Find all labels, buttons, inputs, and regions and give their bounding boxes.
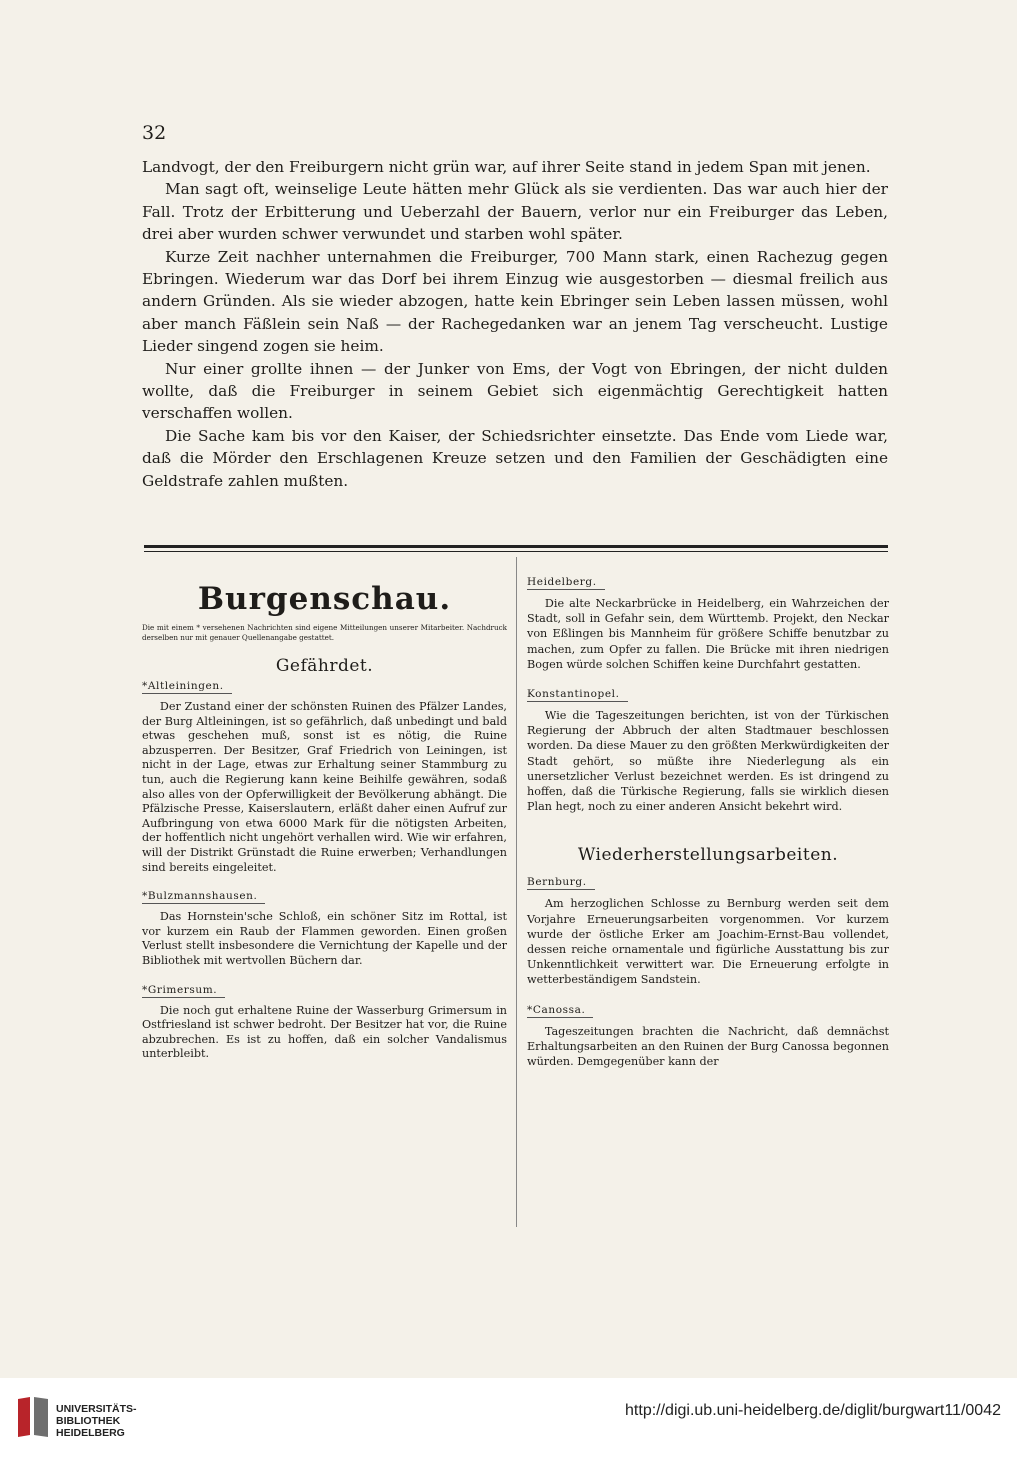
news-entry [527,574,889,672]
news-entry [142,889,507,968]
column-divider [516,557,517,1227]
place-heading: *Grimersum. [142,983,225,998]
intro-paragraph: Landvogt, der den Freiburgern nicht grün war, auf ihrer Seite stand in jedem Span mit jenen. [142,158,871,176]
section-rule-thick [144,545,888,548]
intro-paragraph: Die Sache kam bis vor den Kaiser, der Schiedsrichter einsetzte. Das Ende vom Liede war, daß die Mörder den Erschlagenen Kreuze setzen und den Familien der Geschädigten eine Geldstrafe zahlen mußten. [142,426,888,490]
place-heading: *Bulzmannshausen. [142,889,265,904]
intro-paragraph: Nur einer grollte ihnen — der Junker von Ems, der Vogt von Ebringen, der nicht dulden wollte, daß die Freiburger in seinem Gebiet sich eigenmächtig Gerechtigkeit hatten verschaffen wollen. [142,359,888,423]
intro-text [142,156,888,492]
entry-text: Die alte Neckarbrücke in Heidelberg, ein Wahrzeichen der Stadt, soll in Gefahr sein, dem Württemb. Projekt, den Neckar von Eßlingen bis Mannheim für größere Schiffe benutzbar zu machen, zum Opfer zu fallen. Die Brücke mit ihren niedrigen Bogen würde solchen Schiffen keine Durchfahrt gestatten. [527,597,889,671]
entry-text: Tageszeitungen brachten die Nachricht, daß demnächst Erhaltungsarbeiten an den Ruinen der Burg Canossa begonnen würden. Demgegenüber kann der [527,1024,889,1069]
editorial-note: Die mit einem * versehenen Nachrichten sind eigene Mitteilungen unserer Mitarbeiter. Nachdruck derselben nur mit genauer Quellenangabe gestattet. [142,623,507,642]
right-column [527,574,889,1083]
place-heading: Bernburg. [527,875,595,890]
news-entry [142,983,507,1062]
library-name [56,1403,137,1439]
library-name-line: BIBLIOTHEK [56,1415,121,1427]
entry-text: Das Hornstein'sche Schloß, ein schöner Sitz im Rottal, ist vor kurzem ein Raub der Flammen geworden. Einen großen Verlust stellt insbesondere die Vernichtung der Kapelle und der Bibliothek mit wertvollen Büchern dar. [142,910,507,967]
page-number: 32 [142,122,167,144]
library-name-line: UNIVERSITÄTS- [56,1403,137,1415]
place-heading: *Altleiningen. [142,679,232,694]
library-name-line: HEIDELBERG [56,1427,125,1439]
place-heading: Heidelberg. [527,575,605,590]
entry-text: Der Zustand einer der schönsten Ruinen des Pfälzer Landes, der Burg Altleiningen, ist so gefährlich, daß unbedingt und bald etwas geschehen muß, sonst ist es nötig, die Ruine abzusperren. Der Besitzer, Graf Friedrich von Leiningen, ist nicht in der Lage, etwas zur Erhaltung seiner Stammburg zu tun, auch die Regierung kann keine Beihilfe gewähren, sodaß also alles von der Opferwilligkeit der Bevölkerung abhängt. Die Pfälzische Presse, Kaiserslautern, erläßt daher einen Aufruf zur Aufbringung von etwa 6000 Mark für die nötigsten Arbeiten, der hoffentlich nicht ungehört verhallen wird. Wie wir erfahren, will der Distrikt Grünstadt die Ruine erwerben; Verhandlungen sind bereits eingeleitet. [142,700,507,874]
news-entry [527,1002,889,1070]
section-rule-thin [144,551,888,552]
heading-gefaehrdet: Gefährdet. [275,656,374,676]
intro-paragraph: Man sagt oft, weinselige Leute hätten mehr Glück als sie verdienten. Das war auch hier der Fall. Trotz der Erbitterung und Ueberzahl der Bauern, verlor nur ein Freiburger das Leben, drei aber wurden schwer verwundet und starben wohl später. [142,180,888,244]
heading-wiederherstellung: Wiederherstellungsarbeiten. [577,845,839,866]
entry-text: Die noch gut erhaltene Ruine der Wasserburg Grimersum in Ostfriesland ist schwer bedroht. Der Besitzer hat vor, die Ruine abzubrechen. Es ist zu hoffen, daß ein solcher Vandalismus unterbleibt. [142,1003,507,1061]
source-url-link[interactable]: http://digi.ub.uni-heidelberg.de/diglit/burgwart11/0042 [625,1402,1001,1419]
news-entry [527,874,889,987]
place-heading: Konstantinopel. [527,687,628,702]
left-column [142,575,507,1076]
entry-text: Wie die Tageszeitungen berichten, ist von der Türkischen Regierung der Abbruch der alten Stadtmauer beschlossen worden. Da diese Mauer zu den größten Merkwürdigkeiten der Stadt gehört, so müßte ihre Niederlegung als ein unersetzlicher Verlust bezeichnet werden. Es ist dringend zu hoffen, daß die Türkische Regierung, falls sie wirklich diesen Plan hegt, noch zu einer anderen Ansicht bekehrt wird. [527,709,889,814]
burgenschau-title: Burgenschau. [197,581,452,617]
place-heading: *Canossa. [527,1003,593,1018]
entry-text: Am herzoglichen Schlosse zu Bernburg werden seit dem Vorjahre Erneuerungsarbeiten vorgenommen. Vor kurzem wurde der östliche Erker am Joachim-Ernst-Bau vollendet, dessen reiche ornamentale und figürliche Ausstattung bis zur Unkenntlichkeit verwittert war. Die Erneuerung erfolgte in wetterbeständigem Sandstein. [527,897,889,987]
intro-paragraph: Kurze Zeit nachher unternahmen die Freiburger, 700 Mann stark, einen Rachezug gegen Ebringen. Wiederum war das Dorf bei ihrem Einzug wie ausgestorben — diesmal freilich aus andern Gründen. Als sie wieder abzogen, hatte kein Ebringer sein Leben lassen müssen, wohl aber manch Fäßlein sein Naß — der Rachegedanken war an jenem Tag verscheucht. Lustige Lieder singend zogen sie heim. [142,247,888,356]
news-entry [527,686,889,814]
library-logo-icon [16,1395,50,1443]
news-entry [142,679,507,875]
